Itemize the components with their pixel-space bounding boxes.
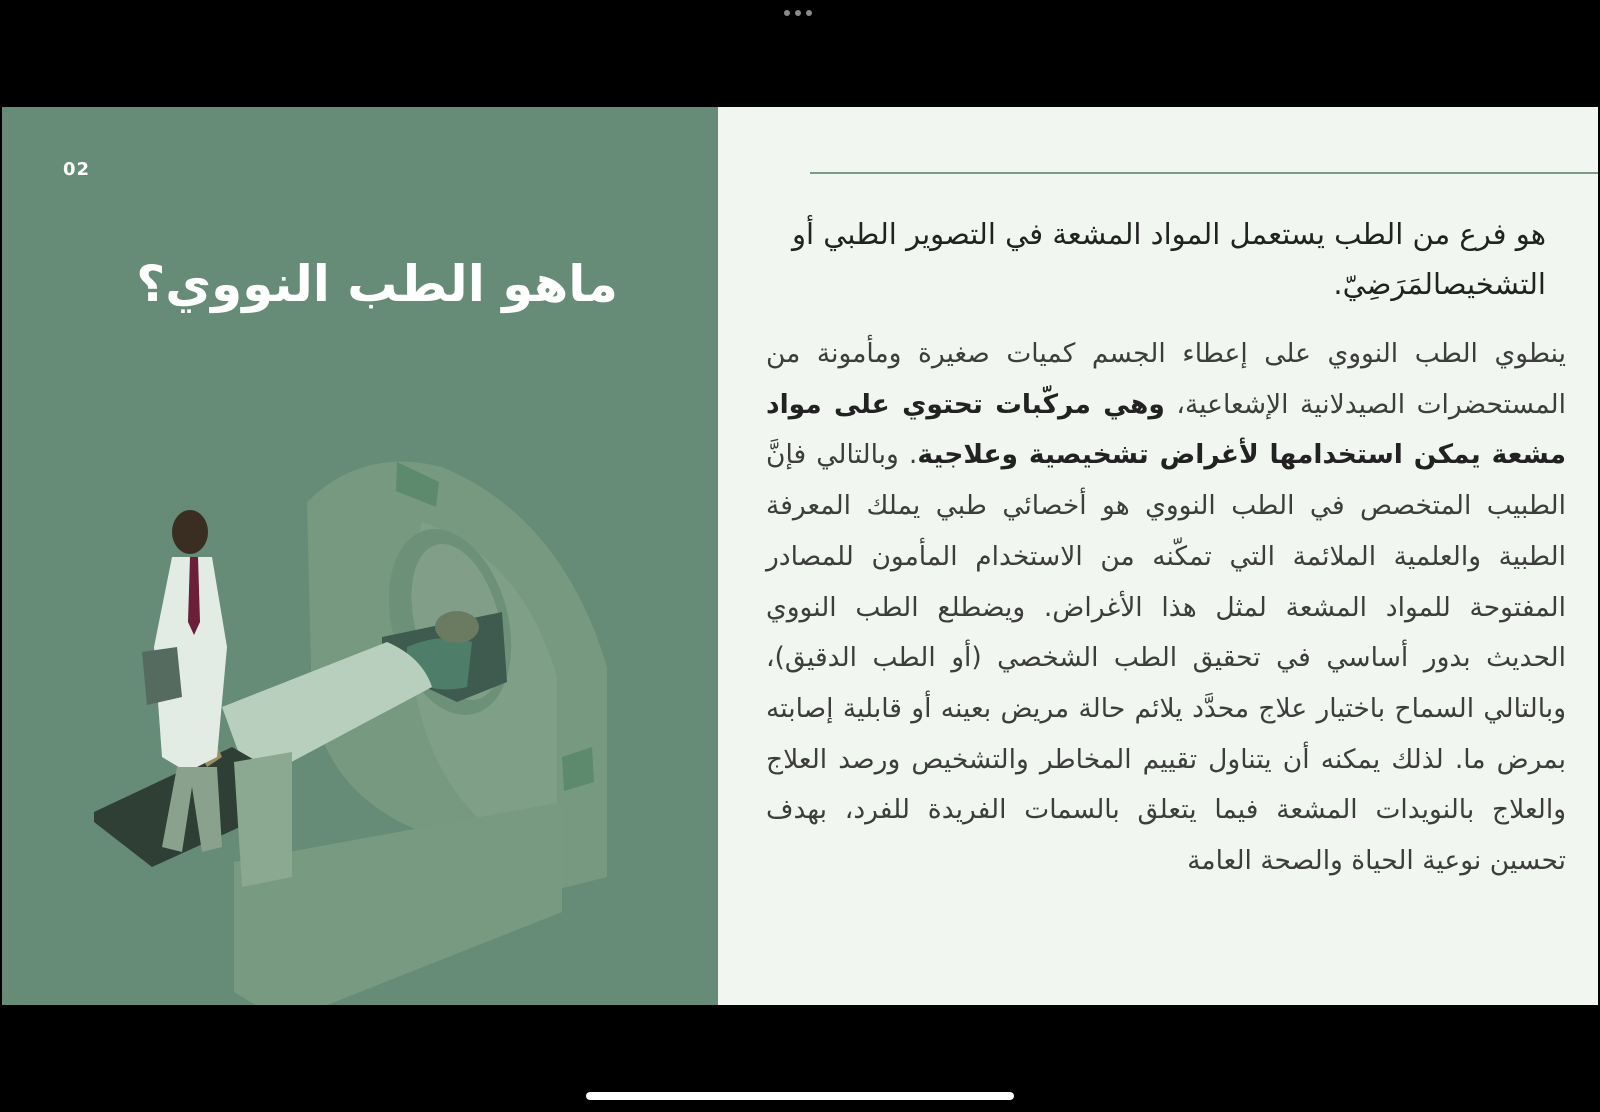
slide-left-panel [2, 107, 718, 1005]
slide-right-panel [718, 107, 1598, 1005]
intro-paragraph: هو فرع من الطب يستعمل المواد المشعة في التصوير الطبي أو التشخيصالمَرَضِيّ. [791, 217, 1546, 301]
body-paragraph [766, 329, 1566, 887]
body-text-part2: . وبالتالي فإنَّ الطبيب المتخصص في الطب النووي هو أخصائي طبي يملك المعرفة الطبية والعلمية الملائمة التي تمكّنه من الاستخدام المأمون للمصادر المفتوحة للمواد المشعة لمثل هذا الأغراض. ويضطلع الطب النووي الحديث بدور أساسي في تحقيق الطب الشخصي (أو الطب الدقيق)، وبالتالي السماح باختيار علاج محدَّد يلائم حالة مريض بعينه أو قابلية إصابته بمرض ما. لذلك يمكنه أن يتناول تقييم المخاطر والتشخيص ورصد العلاج والعلاج بالنويدات المشعة فيما يتعلق بالسمات الفريدة للفرد، بهدف تحسين نوعية الحياة والصحة العامة [766, 439, 1566, 877]
slide [2, 107, 1598, 1005]
divider-line [810, 172, 1598, 174]
page-number: 02 [63, 159, 91, 180]
multitasking-dots-icon[interactable] [784, 10, 812, 16]
body-text-bold: وهي مركّبات تحتوي على مواد مشعة يمكن استخدامها لأغراض تشخيصية وعلاجية [766, 388, 1566, 471]
ct-scanner-illustration-icon [2, 407, 718, 1005]
body-text-part1: ينطوي الطب النووي على إعطاء الجسم كميات صغيرة ومأمونة من المستحضرات الصيدلانية الإشعاعية، [766, 338, 1566, 420]
home-indicator[interactable] [586, 1092, 1014, 1100]
slide-title: ماهو الطب النووي؟ [136, 255, 618, 313]
